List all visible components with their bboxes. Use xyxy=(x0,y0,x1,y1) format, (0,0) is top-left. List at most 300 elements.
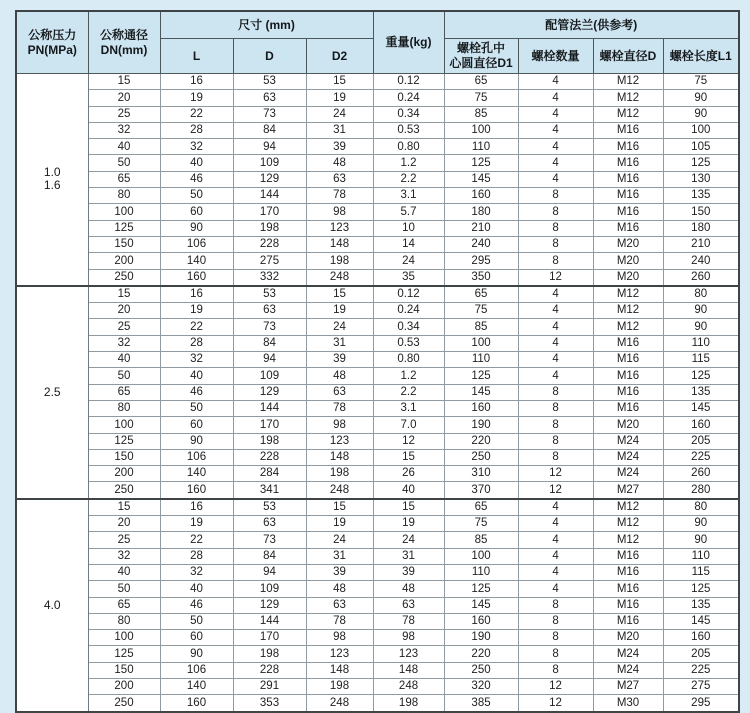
table-row xyxy=(16,286,739,303)
header-bolt-count: 螺栓数量 xyxy=(518,39,593,74)
length-l-cell: 46 xyxy=(160,597,233,613)
bolt-circle-d1-cell: 110 xyxy=(444,139,518,155)
dn-cell: 25 xyxy=(88,106,160,122)
bolt-count-cell: 4 xyxy=(518,335,593,351)
dn-cell: 200 xyxy=(88,678,160,694)
bolt-count-cell: 4 xyxy=(518,122,593,138)
bolt-length-cell: 145 xyxy=(663,613,739,629)
header-bolt-dia: 螺栓直径D xyxy=(593,39,663,74)
diameter-d2-cell: 39 xyxy=(306,139,373,155)
bolt-diameter-cell: M16 xyxy=(593,613,663,629)
weight-cell: 0.34 xyxy=(373,106,444,122)
header-size-group: 尺寸 (mm) xyxy=(160,11,373,39)
weight-cell: 10 xyxy=(373,220,444,236)
bolt-length-cell: 90 xyxy=(663,516,739,532)
weight-cell: 198 xyxy=(373,695,444,712)
pn-cell: 2.5 xyxy=(16,286,88,499)
bolt-circle-d1-cell: 220 xyxy=(444,433,518,449)
weight-cell: 35 xyxy=(373,269,444,286)
weight-cell: 26 xyxy=(373,466,444,482)
header-bolt-circle-line2: 心圆直径D1 xyxy=(449,56,513,70)
diameter-d-cell: 53 xyxy=(233,499,306,516)
bolt-count-cell: 8 xyxy=(518,236,593,252)
weight-cell: 0.80 xyxy=(373,139,444,155)
bolt-length-cell: 160 xyxy=(663,630,739,646)
bolt-circle-d1-cell: 75 xyxy=(444,516,518,532)
bolt-diameter-cell: M16 xyxy=(593,139,663,155)
bolt-circle-d1-cell: 370 xyxy=(444,482,518,499)
weight-cell: 39 xyxy=(373,564,444,580)
length-l-cell: 50 xyxy=(160,613,233,629)
bolt-length-cell: 110 xyxy=(663,548,739,564)
weight-cell: 15 xyxy=(373,449,444,465)
bolt-diameter-cell: M12 xyxy=(593,499,663,516)
bolt-diameter-cell: M12 xyxy=(593,532,663,548)
diameter-d2-cell: 39 xyxy=(306,564,373,580)
length-l-cell: 40 xyxy=(160,368,233,384)
weight-cell: 0.53 xyxy=(373,122,444,138)
bolt-circle-d1-cell: 160 xyxy=(444,613,518,629)
diameter-d-cell: 94 xyxy=(233,352,306,368)
bolt-length-cell: 180 xyxy=(663,220,739,236)
bolt-diameter-cell: M16 xyxy=(593,171,663,187)
dn-cell: 150 xyxy=(88,236,160,252)
table-row xyxy=(16,269,739,286)
table-body xyxy=(16,74,739,712)
diameter-d2-cell: 148 xyxy=(306,662,373,678)
diameter-d-cell: 94 xyxy=(233,139,306,155)
diameter-d2-cell: 63 xyxy=(306,597,373,613)
weight-cell: 2.2 xyxy=(373,384,444,400)
bolt-circle-d1-cell: 85 xyxy=(444,106,518,122)
dn-cell: 15 xyxy=(88,499,160,516)
length-l-cell: 40 xyxy=(160,581,233,597)
length-l-cell: 90 xyxy=(160,220,233,236)
bolt-length-cell: 260 xyxy=(663,269,739,286)
dn-cell: 40 xyxy=(88,352,160,368)
bolt-circle-d1-cell: 100 xyxy=(444,548,518,564)
length-l-cell: 106 xyxy=(160,449,233,465)
table-row xyxy=(16,220,739,236)
weight-cell: 0.80 xyxy=(373,352,444,368)
bolt-count-cell: 8 xyxy=(518,253,593,269)
diameter-d-cell: 109 xyxy=(233,155,306,171)
table-row xyxy=(16,449,739,465)
diameter-d2-cell: 98 xyxy=(306,630,373,646)
table-row xyxy=(16,482,739,499)
table-row xyxy=(16,581,739,597)
diameter-d2-cell: 31 xyxy=(306,335,373,351)
bolt-diameter-cell: M12 xyxy=(593,319,663,335)
table-row xyxy=(16,303,739,319)
length-l-cell: 22 xyxy=(160,532,233,548)
diameter-d2-cell: 15 xyxy=(306,74,373,90)
length-l-cell: 106 xyxy=(160,662,233,678)
weight-cell: 148 xyxy=(373,662,444,678)
bolt-count-cell: 8 xyxy=(518,630,593,646)
dn-cell: 40 xyxy=(88,139,160,155)
bolt-circle-d1-cell: 100 xyxy=(444,122,518,138)
table-row xyxy=(16,122,739,138)
table-row xyxy=(16,564,739,580)
diameter-d2-cell: 19 xyxy=(306,303,373,319)
diameter-d2-cell: 15 xyxy=(306,286,373,303)
dn-cell: 250 xyxy=(88,269,160,286)
bolt-diameter-cell: M16 xyxy=(593,335,663,351)
bolt-circle-d1-cell: 85 xyxy=(444,532,518,548)
table-row xyxy=(16,171,739,187)
diameter-d2-cell: 24 xyxy=(306,532,373,548)
bolt-count-cell: 4 xyxy=(518,499,593,516)
bolt-length-cell: 240 xyxy=(663,253,739,269)
diameter-d-cell: 53 xyxy=(233,286,306,303)
bolt-circle-d1-cell: 310 xyxy=(444,466,518,482)
diameter-d2-cell: 123 xyxy=(306,646,373,662)
bolt-length-cell: 90 xyxy=(663,90,739,106)
table-row xyxy=(16,74,739,90)
bolt-diameter-cell: M24 xyxy=(593,466,663,482)
bolt-circle-d1-cell: 65 xyxy=(444,499,518,516)
diameter-d2-cell: 198 xyxy=(306,678,373,694)
bolt-circle-d1-cell: 145 xyxy=(444,597,518,613)
bolt-count-cell: 4 xyxy=(518,319,593,335)
diameter-d2-cell: 39 xyxy=(306,352,373,368)
bolt-count-cell: 4 xyxy=(518,564,593,580)
weight-cell: 19 xyxy=(373,516,444,532)
header-bolt-len: 螺栓长度L1 xyxy=(663,39,739,74)
bolt-count-cell: 12 xyxy=(518,482,593,499)
diameter-d2-cell: 198 xyxy=(306,253,373,269)
table-row xyxy=(16,646,739,662)
diameter-d2-cell: 48 xyxy=(306,368,373,384)
diameter-d-cell: 332 xyxy=(233,269,306,286)
diameter-d-cell: 63 xyxy=(233,516,306,532)
header-bolt-circle-d1 xyxy=(444,39,518,74)
table-row xyxy=(16,466,739,482)
diameter-d-cell: 144 xyxy=(233,188,306,204)
table-row xyxy=(16,90,739,106)
table-row xyxy=(16,613,739,629)
bolt-length-cell: 150 xyxy=(663,204,739,220)
weight-cell: 123 xyxy=(373,646,444,662)
bolt-diameter-cell: M16 xyxy=(593,204,663,220)
dn-cell: 25 xyxy=(88,532,160,548)
weight-cell: 0.24 xyxy=(373,303,444,319)
weight-cell: 1.2 xyxy=(373,368,444,384)
bolt-length-cell: 80 xyxy=(663,286,739,303)
diameter-d-cell: 228 xyxy=(233,236,306,252)
length-l-cell: 106 xyxy=(160,236,233,252)
diameter-d-cell: 275 xyxy=(233,253,306,269)
diameter-d-cell: 129 xyxy=(233,597,306,613)
diameter-d-cell: 144 xyxy=(233,613,306,629)
dn-cell: 100 xyxy=(88,417,160,433)
length-l-cell: 16 xyxy=(160,286,233,303)
bolt-count-cell: 4 xyxy=(518,106,593,122)
bolt-length-cell: 275 xyxy=(663,678,739,694)
bolt-circle-d1-cell: 125 xyxy=(444,368,518,384)
dn-cell: 80 xyxy=(88,188,160,204)
bolt-circle-d1-cell: 250 xyxy=(444,662,518,678)
bolt-diameter-cell: M24 xyxy=(593,433,663,449)
length-l-cell: 46 xyxy=(160,384,233,400)
dn-cell: 150 xyxy=(88,449,160,465)
diameter-d2-cell: 31 xyxy=(306,122,373,138)
dn-cell: 200 xyxy=(88,466,160,482)
diameter-d-cell: 73 xyxy=(233,532,306,548)
bolt-length-cell: 225 xyxy=(663,662,739,678)
diameter-d-cell: 341 xyxy=(233,482,306,499)
length-l-cell: 19 xyxy=(160,90,233,106)
bolt-length-cell: 295 xyxy=(663,695,739,712)
bolt-diameter-cell: M16 xyxy=(593,581,663,597)
diameter-d2-cell: 248 xyxy=(306,482,373,499)
diameter-d2-cell: 63 xyxy=(306,384,373,400)
bolt-count-cell: 4 xyxy=(518,90,593,106)
dn-cell: 15 xyxy=(88,286,160,303)
diameter-d2-cell: 198 xyxy=(306,466,373,482)
dn-cell: 15 xyxy=(88,74,160,90)
diameter-d2-cell: 78 xyxy=(306,400,373,416)
weight-cell: 63 xyxy=(373,597,444,613)
diameter-d2-cell: 248 xyxy=(306,269,373,286)
weight-cell: 40 xyxy=(373,482,444,499)
length-l-cell: 22 xyxy=(160,319,233,335)
weight-cell: 24 xyxy=(373,532,444,548)
bolt-diameter-cell: M24 xyxy=(593,662,663,678)
dn-cell: 32 xyxy=(88,548,160,564)
bolt-length-cell: 90 xyxy=(663,532,739,548)
bolt-circle-d1-cell: 65 xyxy=(444,74,518,90)
weight-cell: 0.53 xyxy=(373,335,444,351)
diameter-d2-cell: 15 xyxy=(306,499,373,516)
header-pressure xyxy=(16,11,88,74)
dn-cell: 32 xyxy=(88,122,160,138)
table-row xyxy=(16,384,739,400)
diameter-d-cell: 73 xyxy=(233,319,306,335)
weight-cell: 0.34 xyxy=(373,319,444,335)
dn-cell: 25 xyxy=(88,319,160,335)
bolt-count-cell: 4 xyxy=(518,548,593,564)
dn-cell: 50 xyxy=(88,155,160,171)
length-l-cell: 16 xyxy=(160,499,233,516)
bolt-diameter-cell: M16 xyxy=(593,548,663,564)
bolt-circle-d1-cell: 180 xyxy=(444,204,518,220)
table-row xyxy=(16,106,739,122)
bolt-length-cell: 135 xyxy=(663,384,739,400)
bolt-diameter-cell: M16 xyxy=(593,155,663,171)
bolt-length-cell: 225 xyxy=(663,449,739,465)
dn-cell: 32 xyxy=(88,335,160,351)
bolt-diameter-cell: M27 xyxy=(593,678,663,694)
bolt-diameter-cell: M16 xyxy=(593,400,663,416)
dn-cell: 65 xyxy=(88,597,160,613)
bolt-length-cell: 125 xyxy=(663,581,739,597)
bolt-circle-d1-cell: 145 xyxy=(444,171,518,187)
bolt-diameter-cell: M20 xyxy=(593,269,663,286)
length-l-cell: 140 xyxy=(160,253,233,269)
bolt-diameter-cell: M20 xyxy=(593,236,663,252)
diameter-d2-cell: 63 xyxy=(306,171,373,187)
table-row xyxy=(16,532,739,548)
header-d: D xyxy=(233,39,306,74)
bolt-length-cell: 75 xyxy=(663,74,739,90)
bolt-circle-d1-cell: 240 xyxy=(444,236,518,252)
weight-cell: 248 xyxy=(373,678,444,694)
length-l-cell: 40 xyxy=(160,155,233,171)
diameter-d-cell: 144 xyxy=(233,400,306,416)
dn-cell: 125 xyxy=(88,433,160,449)
bolt-diameter-cell: M16 xyxy=(593,188,663,204)
table-row xyxy=(16,236,739,252)
bolt-circle-d1-cell: 145 xyxy=(444,384,518,400)
bolt-diameter-cell: M12 xyxy=(593,303,663,319)
bolt-diameter-cell: M16 xyxy=(593,220,663,236)
weight-cell: 31 xyxy=(373,548,444,564)
bolt-circle-d1-cell: 250 xyxy=(444,449,518,465)
bolt-length-cell: 135 xyxy=(663,188,739,204)
diameter-d2-cell: 24 xyxy=(306,319,373,335)
diameter-d-cell: 84 xyxy=(233,122,306,138)
bolt-diameter-cell: M16 xyxy=(593,384,663,400)
bolt-diameter-cell: M24 xyxy=(593,646,663,662)
length-l-cell: 32 xyxy=(160,352,233,368)
diameter-d2-cell: 19 xyxy=(306,516,373,532)
bolt-diameter-cell: M27 xyxy=(593,482,663,499)
bolt-circle-d1-cell: 385 xyxy=(444,695,518,712)
bolt-count-cell: 4 xyxy=(518,532,593,548)
dn-cell: 250 xyxy=(88,482,160,499)
weight-cell: 14 xyxy=(373,236,444,252)
weight-cell: 98 xyxy=(373,630,444,646)
weight-cell: 0.12 xyxy=(373,286,444,303)
diameter-d-cell: 228 xyxy=(233,449,306,465)
table-row xyxy=(16,417,739,433)
bolt-diameter-cell: M12 xyxy=(593,90,663,106)
bolt-circle-d1-cell: 65 xyxy=(444,286,518,303)
header-flange-group: 配管法兰(供参考) xyxy=(444,11,739,39)
dn-cell: 20 xyxy=(88,303,160,319)
diameter-d-cell: 63 xyxy=(233,90,306,106)
diameter-d-cell: 198 xyxy=(233,646,306,662)
diameter-d2-cell: 248 xyxy=(306,695,373,712)
diameter-d-cell: 109 xyxy=(233,368,306,384)
diameter-d-cell: 198 xyxy=(233,433,306,449)
table-row xyxy=(16,516,739,532)
diameter-d2-cell: 48 xyxy=(306,581,373,597)
bolt-count-cell: 4 xyxy=(518,155,593,171)
diameter-d-cell: 170 xyxy=(233,630,306,646)
header-pressure-line1: 公称压力 xyxy=(28,27,77,42)
length-l-cell: 60 xyxy=(160,630,233,646)
bolt-count-cell: 8 xyxy=(518,662,593,678)
bolt-diameter-cell: M24 xyxy=(593,449,663,465)
length-l-cell: 22 xyxy=(160,106,233,122)
header-pressure-line2: PN(MPa) xyxy=(27,42,77,57)
bolt-diameter-cell: M12 xyxy=(593,286,663,303)
bolt-count-cell: 8 xyxy=(518,646,593,662)
weight-cell: 24 xyxy=(373,253,444,269)
length-l-cell: 140 xyxy=(160,678,233,694)
bolt-length-cell: 205 xyxy=(663,646,739,662)
table-row xyxy=(16,678,739,694)
bolt-count-cell: 4 xyxy=(518,516,593,532)
bolt-count-cell: 8 xyxy=(518,204,593,220)
bolt-length-cell: 115 xyxy=(663,564,739,580)
bolt-count-cell: 12 xyxy=(518,269,593,286)
length-l-cell: 50 xyxy=(160,188,233,204)
bolt-count-cell: 8 xyxy=(518,417,593,433)
header-d2: D2 xyxy=(306,39,373,74)
bolt-diameter-cell: M20 xyxy=(593,253,663,269)
diameter-d-cell: 129 xyxy=(233,171,306,187)
diameter-d2-cell: 19 xyxy=(306,90,373,106)
diameter-d-cell: 198 xyxy=(233,220,306,236)
diameter-d-cell: 170 xyxy=(233,417,306,433)
bolt-count-cell: 8 xyxy=(518,613,593,629)
bolt-length-cell: 100 xyxy=(663,122,739,138)
table-row xyxy=(16,662,739,678)
bolt-circle-d1-cell: 220 xyxy=(444,646,518,662)
diameter-d-cell: 228 xyxy=(233,662,306,678)
bolt-length-cell: 80 xyxy=(663,499,739,516)
bolt-circle-d1-cell: 75 xyxy=(444,90,518,106)
diameter-d-cell: 291 xyxy=(233,678,306,694)
spec-table-container xyxy=(15,10,740,713)
bolt-count-cell: 8 xyxy=(518,220,593,236)
diameter-d-cell: 109 xyxy=(233,581,306,597)
bolt-length-cell: 130 xyxy=(663,171,739,187)
diameter-d2-cell: 78 xyxy=(306,613,373,629)
header-dn xyxy=(88,11,160,74)
table-row xyxy=(16,155,739,171)
length-l-cell: 90 xyxy=(160,433,233,449)
length-l-cell: 60 xyxy=(160,204,233,220)
table-row xyxy=(16,188,739,204)
diameter-d-cell: 129 xyxy=(233,384,306,400)
diameter-d-cell: 284 xyxy=(233,466,306,482)
diameter-d-cell: 353 xyxy=(233,695,306,712)
diameter-d2-cell: 123 xyxy=(306,433,373,449)
bolt-diameter-cell: M16 xyxy=(593,597,663,613)
table-row xyxy=(16,630,739,646)
table-row xyxy=(16,548,739,564)
table-row xyxy=(16,695,739,712)
dn-cell: 100 xyxy=(88,630,160,646)
table-row xyxy=(16,139,739,155)
length-l-cell: 32 xyxy=(160,564,233,580)
header-dn-line1: 公称通径 xyxy=(99,27,148,42)
bolt-length-cell: 205 xyxy=(663,433,739,449)
bolt-count-cell: 12 xyxy=(518,466,593,482)
length-l-cell: 32 xyxy=(160,139,233,155)
weight-cell: 3.1 xyxy=(373,400,444,416)
bolt-length-cell: 115 xyxy=(663,352,739,368)
bolt-length-cell: 125 xyxy=(663,155,739,171)
bolt-diameter-cell: M20 xyxy=(593,417,663,433)
bolt-count-cell: 8 xyxy=(518,188,593,204)
length-l-cell: 28 xyxy=(160,122,233,138)
bolt-length-cell: 90 xyxy=(663,303,739,319)
bolt-diameter-cell: M12 xyxy=(593,106,663,122)
bolt-length-cell: 135 xyxy=(663,597,739,613)
diameter-d2-cell: 148 xyxy=(306,449,373,465)
length-l-cell: 50 xyxy=(160,400,233,416)
length-l-cell: 46 xyxy=(160,171,233,187)
table-row xyxy=(16,499,739,516)
bolt-count-cell: 4 xyxy=(518,171,593,187)
diameter-d-cell: 63 xyxy=(233,303,306,319)
